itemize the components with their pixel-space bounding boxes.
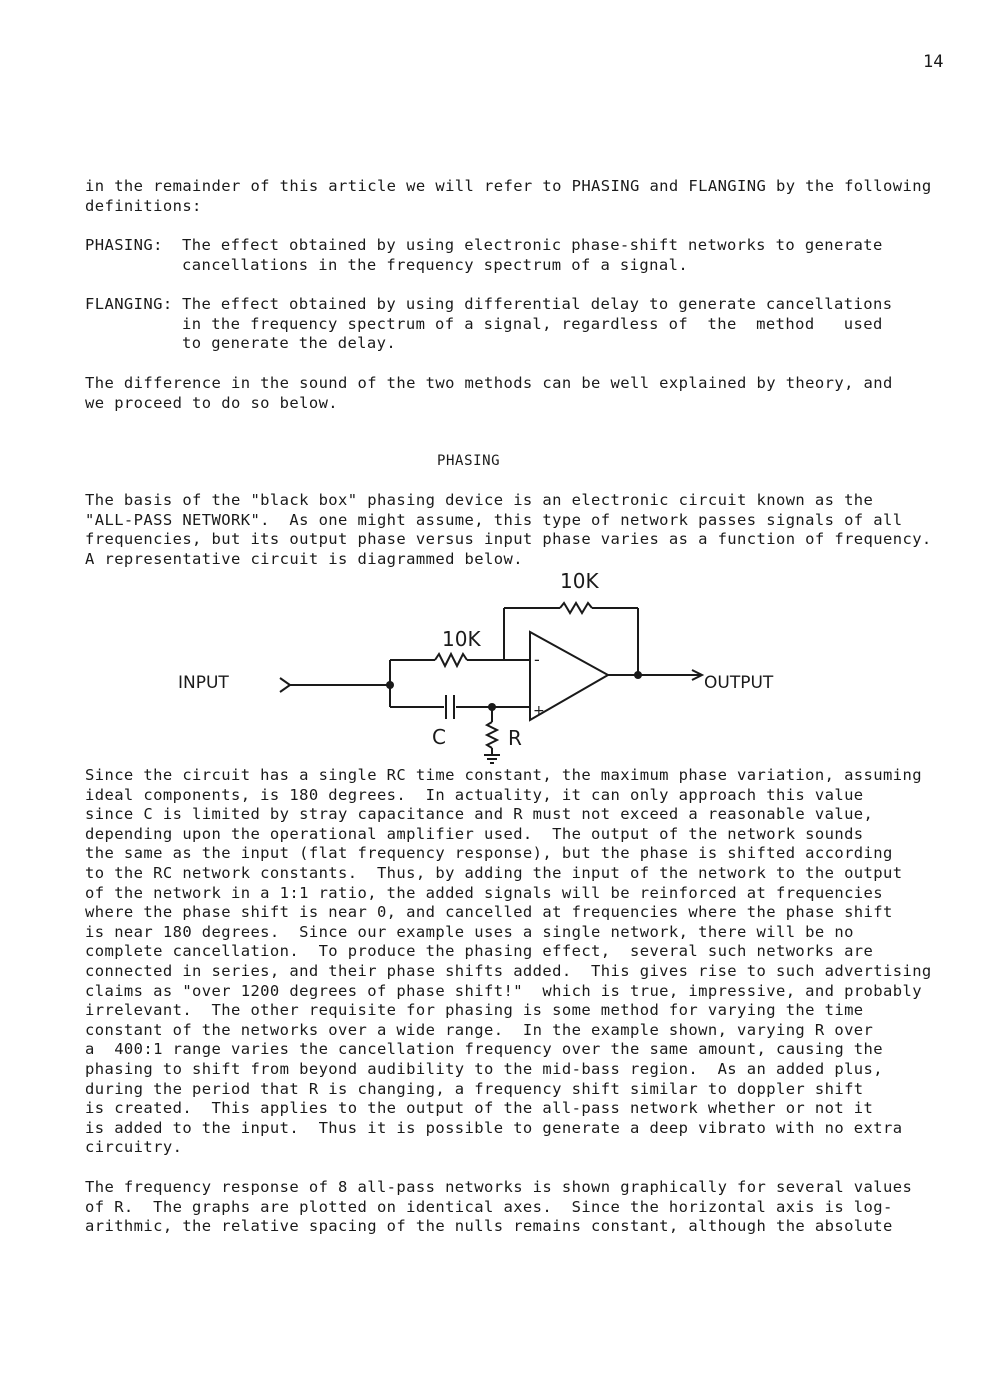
output-node-dot bbox=[634, 671, 642, 679]
feedback-resistor bbox=[560, 603, 592, 613]
inverting-input-sign: - bbox=[534, 650, 540, 669]
input-arrow bbox=[280, 678, 290, 692]
section-heading: PHASING bbox=[437, 453, 501, 469]
capacitor-label: C bbox=[432, 725, 446, 749]
input-node-dot bbox=[386, 681, 394, 689]
intro-paragraph: in the remainder of this article we will refer to PHASING and FLANGING by the following definitions: bbox=[85, 177, 932, 215]
definition-term-flanging: FLANGING: bbox=[85, 295, 173, 313]
input-label: INPUT bbox=[178, 673, 229, 693]
definition-text-phasing: The effect obtained by using electronic phase-shift networks to generate cancellations in the frequency spectrum of a signal. bbox=[182, 236, 883, 274]
capacitor-node-dot bbox=[488, 703, 496, 711]
basis-paragraph: The basis of the "black box" phasing device is an electronic circuit known as the "ALL-PASS NETWORK". As one might assume, this type of network passes signals of all frequencies, but its output phase versus input phase varies as a function of frequency. A representative circuit is diagrammed below. bbox=[85, 491, 932, 568]
page-number: 14 bbox=[923, 52, 944, 72]
definition-text-flanging: The effect obtained by using differential delay to generate cancellations in the frequency spectrum of a signal, regardless of the method used to generate the delay. bbox=[182, 295, 893, 353]
noninverting-input-sign: + bbox=[533, 703, 545, 719]
resistor-label: R bbox=[508, 726, 522, 750]
input-resistor-label: 10K bbox=[442, 627, 481, 651]
input-resistor bbox=[435, 654, 467, 666]
frequency-paragraph: The frequency response of 8 all-pass networks is shown graphically for several values of R. The graphs are plotted on identical axes. Since the horizontal axis is log- arithmic, the relative spacing of the nulls remains constant, although the absolute bbox=[85, 1178, 913, 1236]
output-label: OUTPUT bbox=[704, 673, 774, 693]
definition-term-phasing: PHASING: bbox=[85, 236, 163, 254]
feedback-resistor-label: 10K bbox=[560, 569, 599, 593]
since-paragraph: Since the circuit has a single RC time constant, the maximum phase variation, assuming ideal components, is 180 degrees. In actuality, it can only approach this value since C is limited by stray capacitance and R must not exceed a reasonable value, depending upon the operational amplifier used. The output of the network sounds the same as the input (flat frequency response), but the phase is shifted according to the RC network constants. Thus, by adding the input of the network to the output of the network in a 1:1 ratio, the added signals will be reinforced at frequencies where the phase shift is near 0, and cancelled at frequencies where the phase shift is near 180 degrees. Since our example uses a single network, there will be no complete cancellation. To produce the phasing effect, several such networks are connected in series, and their phase shifts added. This gives rise to such advertising claims as "over 1200 degrees of phase shift!" which is true, impressive, and probably irrelevant. The other requisite for phasing is some method for varying the time constant of the networks over a wide range. In the example shown, varying R over a 400:1 range varies the cancellation frequency over the same amount, causing the phasing to shift from beyond audibility to the mid-bass region. As an added plus, during the period that R is changing, a frequency shift similar to doppler shift is created. This applies to the output of the all-pass network whether or not it is added to the input. Thus it is possible to generate a deep vibrato with no extra circuitry. bbox=[85, 766, 932, 1157]
all-pass-circuit-diagram bbox=[160, 562, 800, 767]
difference-paragraph: The difference in the sound of the two methods can be well explained by theory, and we proceed to do so below. bbox=[85, 374, 893, 412]
ground-resistor bbox=[487, 722, 497, 748]
